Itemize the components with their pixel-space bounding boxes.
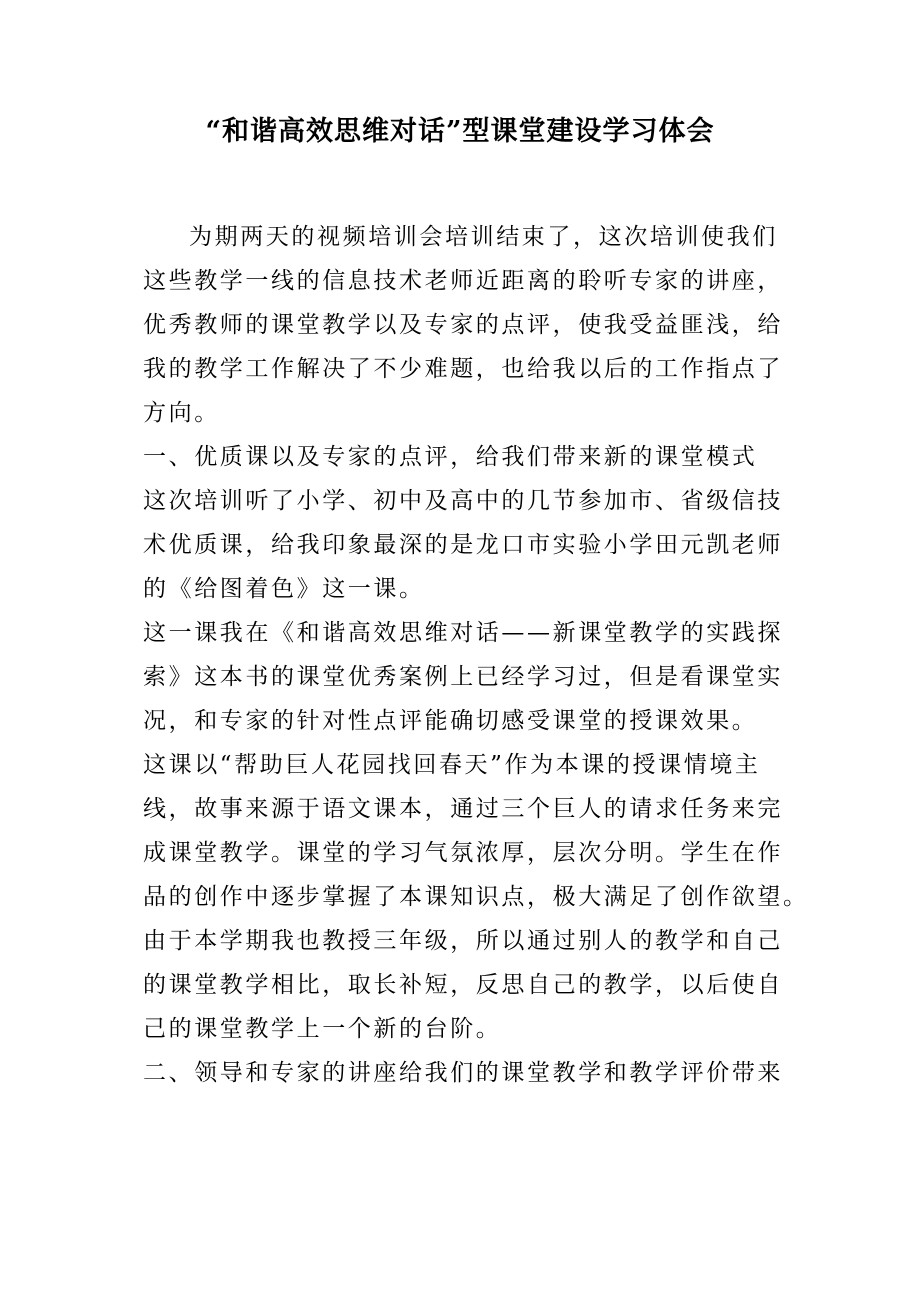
section-heading-line: 二、领导和专家的讲座给我们的课堂教学和教学评价带来 [143,1060,783,1086]
paragraph-line: 术优质课，给我印象最深的是龙口市实验小学田元凯老师 [143,532,783,558]
paragraph-line: 这次培训听了小学、初中及高中的几节参加市、省级信技 [143,488,783,514]
paragraph-line: 方向。 [143,400,220,426]
document-body [143,215,809,1095]
paragraph-line: 况，和专家的针对性点评能确切感受课堂的授课效果。 [143,708,758,734]
paragraph-line: 成课堂教学。课堂的学习气氛浓厚，层次分明。学生在作 [143,840,783,866]
paragraph-line: 这课以“帮助巨人花园找回春天”作为本课的授课情境主 [143,752,761,778]
paragraph-line: 的课堂教学相比，取长补短，反思自己的教学，以后使自 [143,972,783,998]
paragraph-line: 的《给图着色》这一课。 [143,576,425,602]
paragraph-line: 优秀教师的课堂教学以及专家的点评，使我受益匪浅，给 [143,312,783,338]
paragraph-line: 索》这本书的课堂优秀案例上已经学习过，但是看课堂实 [143,664,783,690]
paragraph-line: 这一课我在《和谐高效思维对话——新课堂教学的实践探 [143,620,783,646]
paragraph-line: 品的创作中逐步掌握了本课知识点，极大满足了创作欲望。 [143,884,809,910]
document-title: “和谐高效思维对话”型课堂建设学习体会 [205,116,715,147]
paragraph-line: 为期两天的视频培训会培训结束了，这次培训使我们 [189,224,778,250]
paragraph-line: 线，故事来源于语文课本，通过三个巨人的请求任务来完 [143,796,783,822]
paragraph-line: 我的教学工作解决了不少难题，也给我以后的工作指点了 [143,356,783,382]
paragraph-line: 由于本学期我也教授三年级，所以通过别人的教学和自己 [143,928,783,954]
paragraph-line: 己的课堂教学上一个新的台阶。 [143,1016,502,1042]
paragraph-line: 这些教学一线的信息技术老师近距离的聆听专家的讲座， [143,268,783,294]
section-heading-line: 一、优质课以及专家的点评，给我们带来新的课堂模式 [143,444,758,470]
